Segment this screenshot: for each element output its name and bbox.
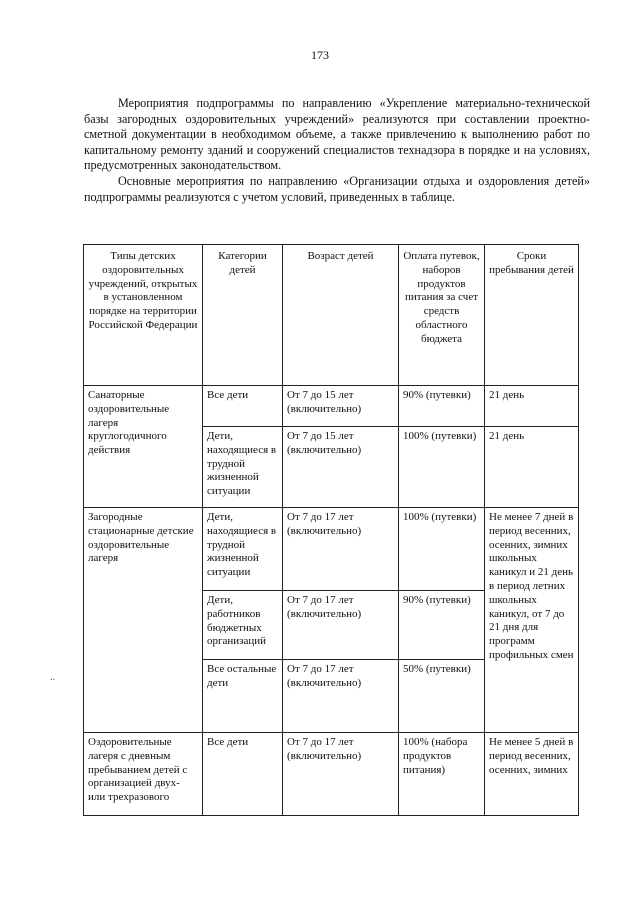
category-cell: Дети, находящиеся в трудной жизненной ситуации [203, 508, 283, 591]
age-cell: От 7 до 17 лет (включительно) [283, 733, 399, 816]
age-cell: От 7 до 17 лет (включительно) [283, 508, 399, 591]
payment-cell: 100% (набора продуктов питания) [399, 733, 485, 816]
category-cell: Дети, находящиеся в трудной жизненной ситуации [203, 427, 283, 508]
category-cell: Все дети [203, 733, 283, 816]
payment-cell: 90% (путевки) [399, 386, 485, 427]
table-row [84, 733, 579, 816]
term-cell: 21 день [485, 386, 579, 427]
intro-text [84, 96, 590, 205]
conditions-table [83, 244, 579, 816]
header-stay-term: Сроки пребывания детей [485, 245, 579, 386]
institution-type-cell: Загородные стационарные детские оздоровительные лагеря [84, 508, 203, 733]
term-cell: Не менее 5 дней в период весенних, осенних, зимних [485, 733, 579, 816]
term-cell: Не менее 7 дней в период весенних, осенних, зимних школьных каникул и 21 день в период летних школьных каникул, от 7 до 21 дня для программ профильных смен [485, 508, 579, 733]
category-cell: Все дети [203, 386, 283, 427]
age-cell: От 7 до 17 лет (включительно) [283, 591, 399, 660]
age-cell: От 7 до 17 лет (включительно) [283, 660, 399, 733]
payment-cell: 100% (путевки) [399, 508, 485, 591]
term-cell: 21 день [485, 427, 579, 508]
paragraph-2: Основные мероприятия по направлению «Организации отдыха и оздоровления детей» подпрограммы реализуются с учетом условий, приведенных в таблице. [84, 173, 590, 204]
table-header-row [84, 245, 579, 386]
table-row [84, 508, 579, 591]
header-child-category: Категории детей [203, 245, 283, 386]
page-number: 173 [311, 48, 329, 62]
payment-cell: 90% (путевки) [399, 591, 485, 660]
category-cell: Дети, работников бюджетных организаций [203, 591, 283, 660]
payment-cell: 100% (путевки) [399, 427, 485, 508]
table-row [84, 386, 579, 427]
paragraph-1: Мероприятия подпрограммы по направлению «Укрепление материально-технической базы загородных оздоровительных учреждений» реализуются при составлении проектно-сметной документации в необходимом объеме, а также привлечению к выполнению работ по капитальному ремонту зданий и сооружений специалистов технадзора в порядке и на условиях, предусмотренных законодательством. [84, 96, 590, 173]
institution-type-cell: Оздоровительные лагеря с дневным пребыванием детей с организацией двух- или трехразового [84, 733, 203, 816]
institution-type-cell: Санаторные оздоровительные лагеря круглогодичного действия [84, 386, 203, 508]
payment-cell: 50% (путевки) [399, 660, 485, 733]
category-cell: Все остальные дети [203, 660, 283, 733]
header-child-age: Возраст детей [283, 245, 399, 386]
stray-mark: .. [50, 672, 55, 683]
age-cell: От 7 до 15 лет (включительно) [283, 427, 399, 508]
age-cell: От 7 до 15 лет (включительно) [283, 386, 399, 427]
header-institution-type: Типы детских оздоровительных учреждений, открытых в установленном порядке на территории Российской Федерации [84, 245, 203, 386]
header-payment: Оплата путевок, наборов продуктов питания за счет средств областного бюджета [399, 245, 485, 386]
